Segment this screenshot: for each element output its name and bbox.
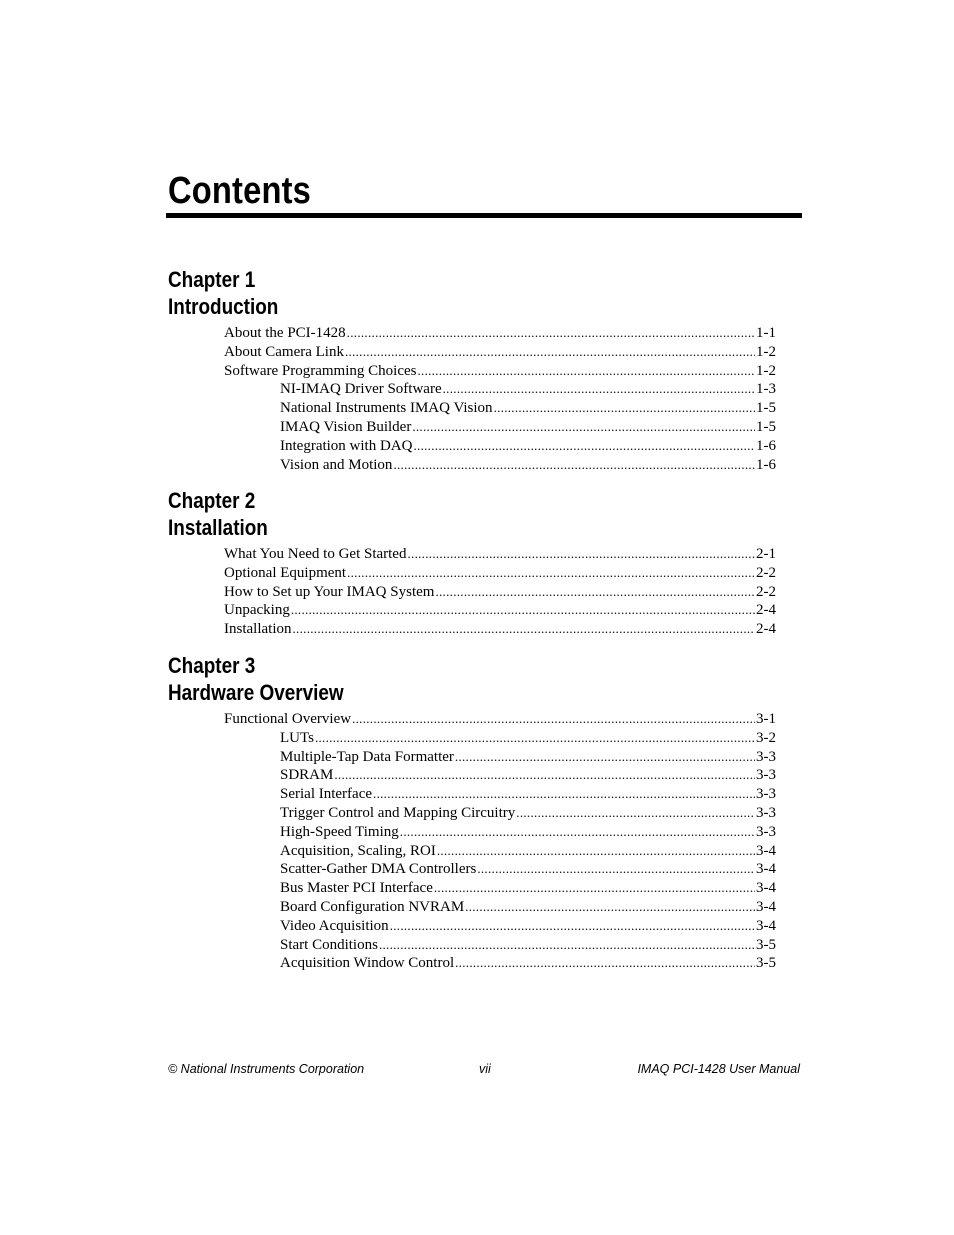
toc-entry-title: Unpacking [224,602,290,619]
footer-page-number: vii [479,1062,491,1076]
toc-entry-page: 3-3 [756,767,776,784]
toc-entry-page: 2-1 [756,546,776,562]
dot-leader [435,583,755,602]
toc-entry-page: 3-4 [756,898,776,915]
toc-entry[interactable] [168,748,776,767]
toc-entry-page: 1-3 [756,381,776,398]
toc-entry-page: 3-5 [756,936,776,953]
toc-entry-title: About Camera Link [224,343,344,360]
toc-entry-page: 3-3 [756,804,776,821]
chapter-name: Installation [168,515,268,540]
toc-entries [168,324,788,474]
toc-entry-title: About the PCI-1428 [224,325,346,341]
toc-entry-title: Trigger Control and Mapping Circuitry [280,804,516,821]
toc-entry-page: 1-5 [756,400,776,417]
toc-entry-title: Video Acquisition [280,917,389,934]
toc-entry-page: 1-5 [756,418,776,435]
toc-entry[interactable] [168,860,776,879]
toc-entry-title: National Instruments IMAQ Vision [280,400,493,417]
toc-entry-page: 3-5 [756,955,776,972]
toc-entry-title: Installation [224,621,292,638]
dot-leader [293,620,756,639]
toc-entry-title: LUTs [280,729,314,746]
dot-leader [434,879,755,898]
toc-entry-page: 1-6 [756,456,776,473]
toc-entries [168,710,788,973]
toc-entry[interactable] [168,936,776,955]
dot-leader [393,456,755,475]
toc-entry-page: 1-2 [756,343,776,360]
toc-entry-title: What You Need to Get Started [224,546,407,562]
toc-entry-title: Multiple-Tap Data Formatter [280,748,454,765]
toc-entry[interactable] [168,710,776,729]
toc-entry-page: 3-4 [756,880,776,897]
toc-entry-title: Optional Equipment [224,564,347,581]
toc-entry-title: IMAQ Vision Builder [280,418,412,435]
dot-leader [455,954,755,973]
toc-entry-page: 1-6 [756,437,776,454]
toc-entry-page: 3-4 [756,842,776,859]
dot-leader [477,860,755,879]
chapter-1-section [168,266,788,474]
dot-leader [347,324,755,343]
toc-entry-title: NI-IMAQ Driver Software [280,381,442,398]
toc-entry[interactable] [168,583,776,602]
toc-entry-title: SDRAM [280,767,334,784]
dot-leader [315,729,755,748]
chapter-number: Chapter 3 [168,653,256,678]
chapter-number: Chapter 1 [168,267,256,292]
dot-leader [516,804,755,823]
toc-entry[interactable] [168,324,776,343]
title-rule [166,213,802,218]
toc-entry-page: 2-4 [756,602,776,619]
toc-entry-page: 2-2 [756,564,776,581]
dot-leader [437,842,755,861]
toc-entries [168,545,788,639]
dot-leader [494,399,755,418]
chapter-3-section [168,652,788,973]
toc-entry[interactable] [168,620,776,639]
toc-entry[interactable] [168,456,776,475]
toc-entry[interactable] [168,601,776,620]
toc-entry-title: Vision and Motion [280,456,393,473]
dot-leader [334,766,755,785]
toc-entry-title: Integration with DAQ [280,437,413,454]
toc-entry[interactable] [168,917,776,936]
toc-entry-page: 1-2 [756,362,776,379]
toc-entry-title: How to Set up Your IMAQ System [224,583,435,600]
toc-entry[interactable] [168,399,776,418]
dot-leader [400,823,755,842]
toc-entry-page: 1-1 [756,325,776,341]
page-title: Contents [168,170,311,212]
toc-entry[interactable] [168,766,776,785]
toc-entry-page: 3-4 [756,861,776,878]
toc-entry[interactable] [168,545,776,564]
dot-leader [345,343,755,362]
toc-entry-title: High-Speed Timing [280,823,399,840]
chapter-number: Chapter 2 [168,488,256,513]
toc-entry-title: Functional Overview [224,711,352,727]
toc-entry-title: Start Conditions [280,936,378,953]
dot-leader [390,917,755,936]
dot-leader [465,898,755,917]
toc-entry-page: 3-3 [756,823,776,840]
chapter-2-section [168,487,788,639]
footer-copyright: © National Instruments Corporation [168,1062,365,1076]
toc-entry[interactable] [168,729,776,748]
dot-leader [455,748,755,767]
toc-entry-title: Acquisition, Scaling, ROI [280,842,436,859]
dot-leader [417,362,755,381]
chapter-name: Introduction [168,294,279,319]
dot-leader [407,545,755,564]
toc-entry[interactable] [168,437,776,456]
toc-entry-title: Acquisition Window Control [280,955,455,972]
toc-entry-title: Bus Master PCI Interface [280,880,433,897]
toc-entry-page: 2-2 [756,583,776,600]
toc-entry-title: Scatter-Gather DMA Controllers [280,861,477,878]
toc-entry-title: Serial Interface [280,786,373,803]
toc-entry[interactable] [168,380,776,399]
dot-leader [291,601,755,620]
toc-entry[interactable] [168,564,776,583]
toc-entry-title: Software Programming Choices [224,362,417,379]
dot-leader [413,437,755,456]
dot-leader [347,564,755,583]
toc-entry-page: 3-3 [756,786,776,803]
toc-entry-page: 3-4 [756,917,776,934]
toc-entry-page: 3-2 [756,729,776,746]
toc-entry[interactable] [168,879,776,898]
toc-entry-page: 3-1 [756,711,776,727]
toc-entry[interactable] [168,823,776,842]
footer-manual-title: IMAQ PCI-1428 User Manual [637,1062,800,1076]
toc-entry[interactable] [168,362,776,381]
dot-leader [373,785,755,804]
toc-entry-title: Board Configuration NVRAM [280,898,465,915]
toc-entry[interactable] [168,898,776,917]
toc-entry[interactable] [168,954,776,973]
chapter-name: Hardware Overview [168,680,344,705]
dot-leader [379,936,755,955]
toc-entry[interactable] [168,418,776,437]
toc-entry-page: 2-4 [756,621,776,638]
toc-entry[interactable] [168,785,776,804]
toc-entry[interactable] [168,343,776,362]
toc-entry[interactable] [168,842,776,861]
dot-leader [412,418,755,437]
toc-entry[interactable] [168,804,776,823]
toc-entry-page: 3-3 [756,748,776,765]
dot-leader [443,380,755,399]
dot-leader [352,710,755,729]
